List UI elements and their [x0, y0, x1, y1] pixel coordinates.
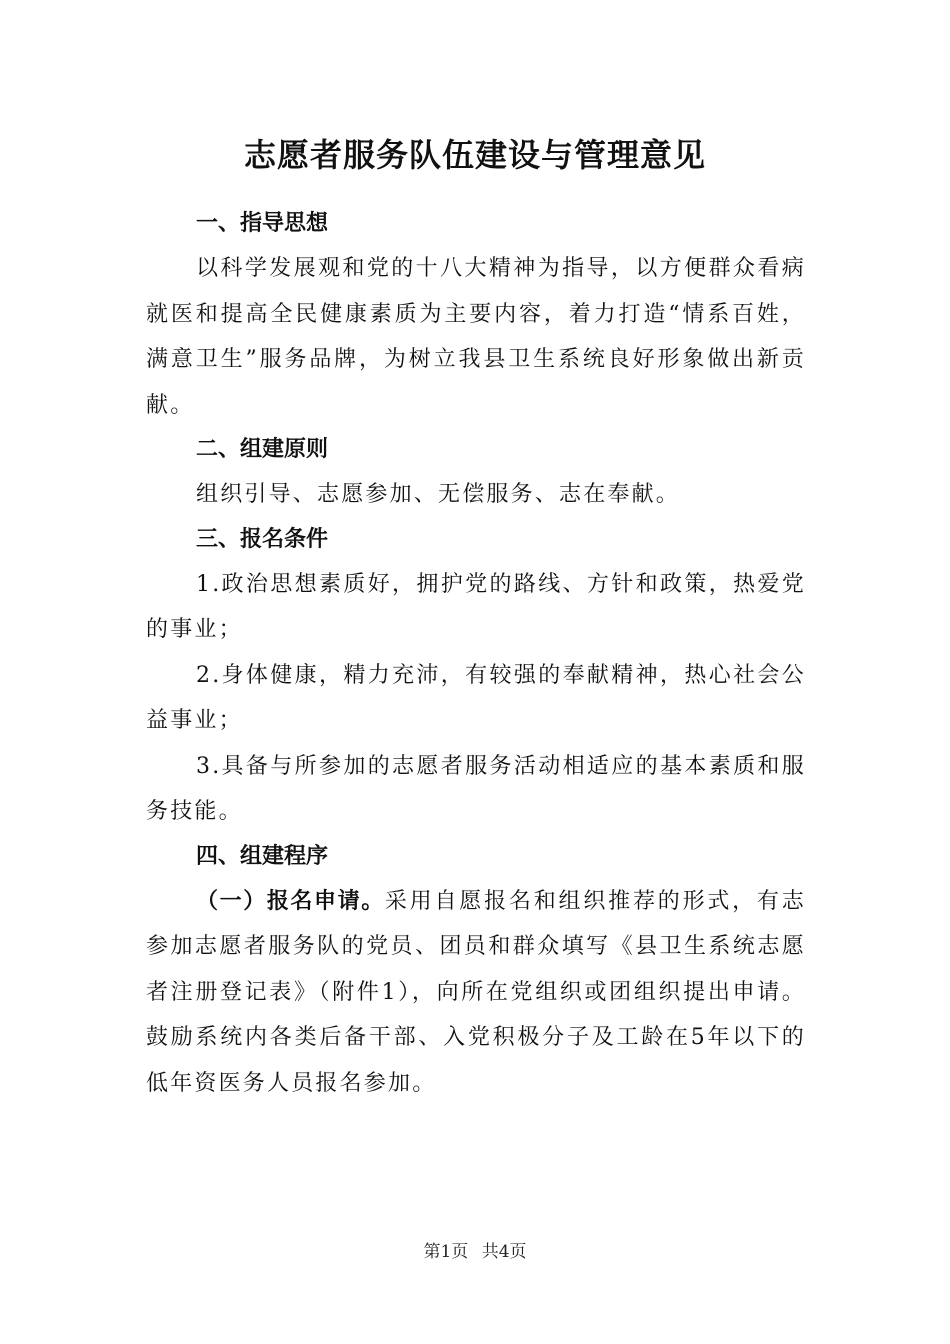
section-heading: 四、组建程序 [196, 843, 329, 869]
paragraph: 以科学发展观和党的十八大精神为指导，以方便群众看病就医和提高全民健康素质为主要内容，着力打造“情系百姓，满意卫生”服务品牌，为树立我县卫生系统良好形象做出新贡献。 [146, 256, 806, 418]
page-number: 第1页 [423, 1242, 469, 1262]
section-requirements [146, 518, 806, 835]
paragraph-text: 采用自愿报名和组织推荐的形式，有志参加志愿者服务队的党员、团员和群众填写《县卫生系统志愿者注册登记表》（附件1），向所在党组织或团组织提出申请。鼓励系统内各类后备干部、入党积极分子及工龄在5年以下的低年资医务人员报名参加。 [146, 888, 806, 1096]
section-heading: 一、指导思想 [196, 211, 329, 236]
section-heading: 三、报名条件 [196, 526, 329, 552]
section-principles [146, 428, 806, 518]
document-title: 志愿者服务队伍建设与管理意见 [243, 136, 706, 174]
paragraph: 3.具备与所参加的志愿者服务活动相适应的基本素质和服务技能。 [146, 753, 806, 824]
page-footer [0, 1240, 950, 1264]
section-heading: 二、组建原则 [196, 437, 329, 462]
page-total: 共4页 [481, 1242, 527, 1262]
section-procedure [146, 835, 806, 1107]
paragraph [146, 879, 806, 1107]
paragraph: 2.身体健康，精力充沛，有较强的奉献精神，热心社会公益事业； [146, 662, 806, 733]
paragraph: 1.政治思想素质好，拥护党的路线、方针和政策，热爱党的事业； [146, 571, 806, 642]
section-guiding-ideology [146, 202, 806, 428]
paragraph-lead: （一）报名申请。 [196, 888, 385, 914]
paragraph: 组织引导、志愿参加、无偿服务、志在奉献。 [196, 482, 681, 507]
document-body [146, 202, 806, 1106]
